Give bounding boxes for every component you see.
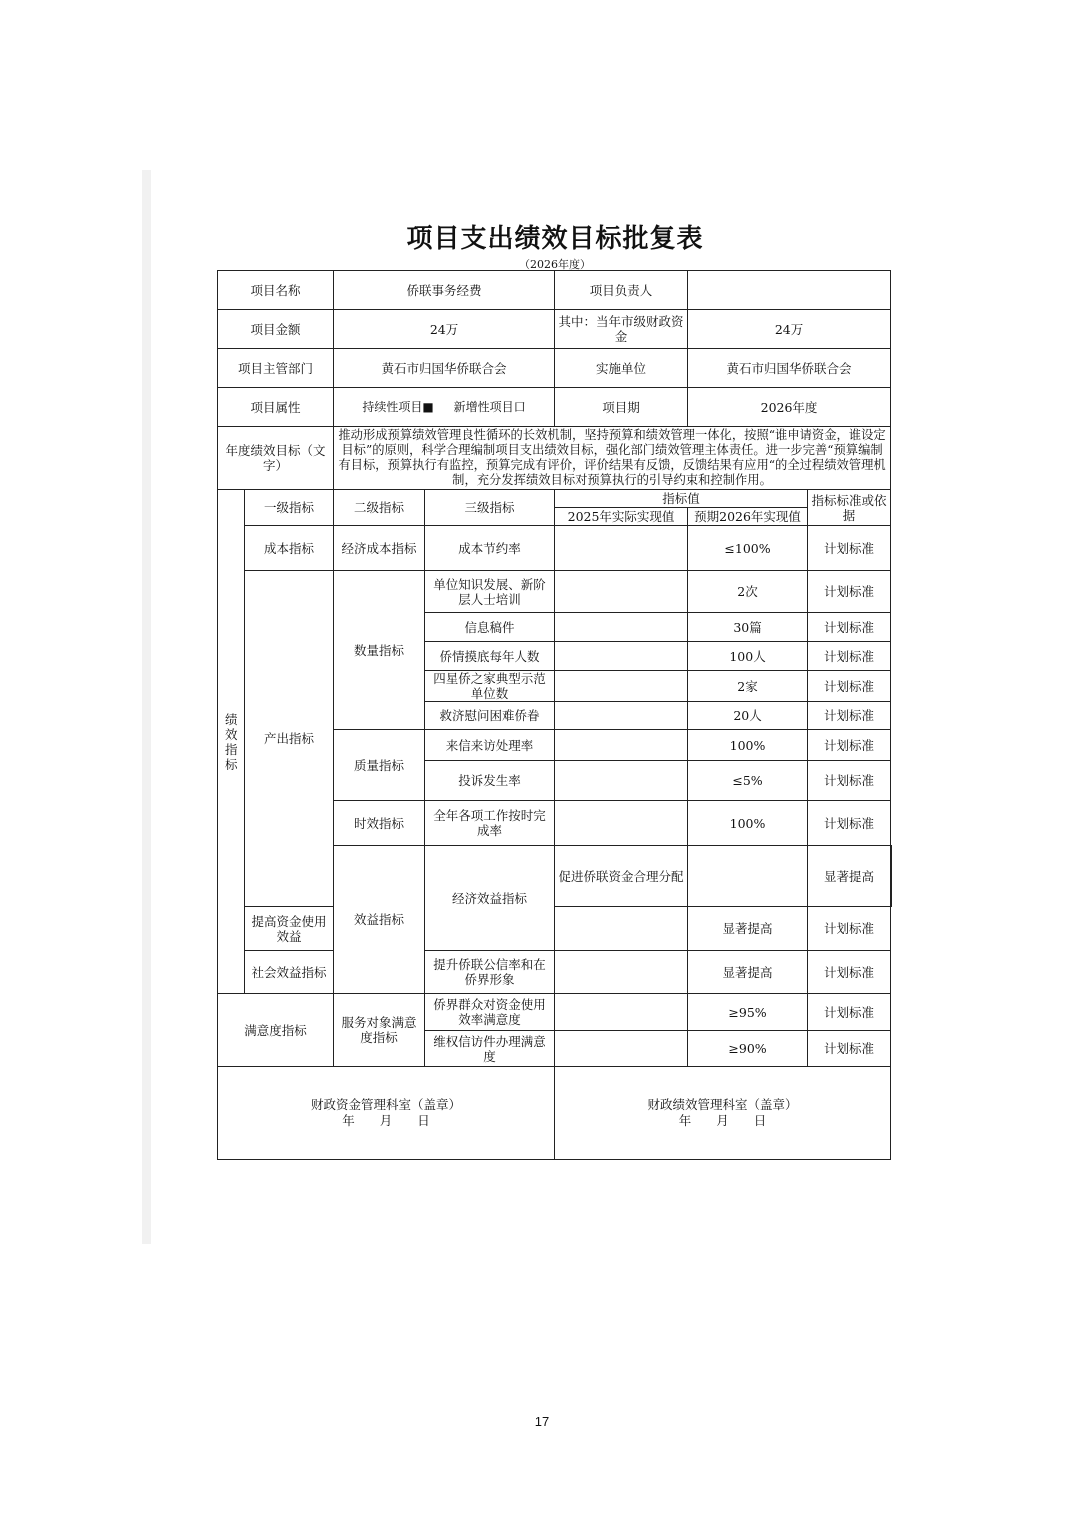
perf-office-cell bbox=[555, 1067, 891, 1160]
page-side-strip bbox=[142, 170, 151, 1244]
actual-value bbox=[555, 907, 688, 951]
indicator-name: 救济慰问困难侨眷 bbox=[425, 702, 555, 730]
expected-value: ≥95% bbox=[688, 994, 808, 1031]
project-name-label: 项目名称 bbox=[218, 271, 334, 310]
project-attr-value bbox=[334, 388, 555, 427]
header-expected-2026: 预期2026年实现值 bbox=[688, 508, 808, 526]
header-row-1 bbox=[218, 490, 892, 508]
expected-value: ≥90% bbox=[688, 1031, 808, 1067]
indicator-name: 投诉发生率 bbox=[425, 761, 555, 801]
header-level1: 一级指标 bbox=[245, 490, 334, 526]
indicator-name: 来信来访处理率 bbox=[425, 730, 555, 761]
actual-value bbox=[555, 702, 688, 730]
basis-value: 计划标准 bbox=[808, 994, 891, 1031]
info-row-attr bbox=[218, 388, 892, 427]
attr-continuing-option: 持续性项目■ bbox=[362, 400, 434, 414]
group-benefit: 效益指标 bbox=[334, 846, 425, 994]
indicator-name: 侨情摸底每年人数 bbox=[425, 642, 555, 671]
year-note: （2026年度） bbox=[519, 258, 591, 271]
table-row bbox=[218, 907, 892, 951]
fiscal-fund-value: 24万 bbox=[688, 310, 891, 349]
fund-office-date: 年 月 日 bbox=[342, 1113, 430, 1128]
group-satisfaction: 满意度指标 bbox=[218, 994, 334, 1067]
actual-value bbox=[555, 730, 688, 761]
supervising-dept-label: 项目主管部门 bbox=[218, 349, 334, 388]
expected-value: 显著提高 bbox=[688, 951, 808, 994]
expected-value: 2家 bbox=[688, 671, 808, 702]
expected-value: ≤5% bbox=[688, 761, 808, 801]
basis-value: 计划标准 bbox=[808, 730, 891, 761]
actual-value bbox=[555, 951, 688, 994]
table-row bbox=[218, 994, 892, 1031]
indicator-name: 单位知识发展、新阶层人士培训 bbox=[425, 571, 555, 613]
group-quality: 质量指标 bbox=[334, 730, 425, 801]
fiscal-fund-label: 其中：当年市级财政资金 bbox=[555, 310, 688, 349]
indicator-name: 提升侨联公信率和在侨界形象 bbox=[425, 951, 555, 994]
fund-office-cell bbox=[218, 1067, 555, 1160]
info-row-dept bbox=[218, 349, 892, 388]
group-economic-cost: 经济成本指标 bbox=[334, 526, 425, 571]
header-value-group: 指标值 bbox=[555, 490, 808, 508]
indicator-name: 全年各项工作按时完成率 bbox=[425, 801, 555, 846]
table-row bbox=[218, 951, 892, 994]
project-attr-label: 项目属性 bbox=[218, 388, 334, 427]
actual-value bbox=[555, 613, 688, 642]
supervising-dept-value: 黄石市归国华侨联合会 bbox=[334, 349, 555, 388]
page-title: 项目支出绩效目标批复表 bbox=[406, 224, 704, 254]
expected-value: 2次 bbox=[688, 571, 808, 613]
header-level2: 二级指标 bbox=[334, 490, 425, 526]
basis-value: 计划标准 bbox=[808, 951, 891, 994]
indicator-name: 侨界群众对资金使用效率满意度 bbox=[425, 994, 555, 1031]
basis-value: 计划标准 bbox=[808, 702, 891, 730]
indicator-name: 成本节约率 bbox=[425, 526, 555, 571]
group-quantity: 数量指标 bbox=[334, 571, 425, 730]
basis-value: 计划标准 bbox=[808, 613, 891, 642]
annual-goal-text: 推动形成预算绩效管理良性循环的长效机制，坚持预算和绩效管理一体化，按照“谁申请资金，谁设定目标”的原则，科学合理编制项目支出绩效目标，强化部门绩效管理主体责任。进一步完善“预算编制有目标，预算执行有监控，预算完成有评价，评价结果有反馈，反馈结果有应用“的全过程绩效管理机制，充分发挥绩效目标对预算执行的引导约束和控制作用。 bbox=[334, 427, 891, 490]
group-output: 产出指标 bbox=[245, 571, 334, 907]
actual-value bbox=[555, 571, 688, 613]
actual-value bbox=[555, 1031, 688, 1067]
implementing-unit-label: 实施单位 bbox=[555, 349, 688, 388]
basis-value: 计划标准 bbox=[808, 671, 891, 702]
group-service-satisfaction: 服务对象满意度指标 bbox=[334, 994, 425, 1067]
actual-value bbox=[555, 761, 688, 801]
expected-value: 20人 bbox=[688, 702, 808, 730]
expected-value: 30篇 bbox=[688, 613, 808, 642]
project-amount-label: 项目金额 bbox=[218, 310, 334, 349]
annual-goal-label: 年度绩效目标（文字） bbox=[218, 427, 334, 490]
actual-value bbox=[555, 671, 688, 702]
indicator-name: 四星侨之家典型示范单位数 bbox=[425, 671, 555, 702]
indicator-name: 维权信访件办理满意度 bbox=[425, 1031, 555, 1067]
basis-value: 计划标准 bbox=[808, 1031, 891, 1067]
perf-office-block bbox=[558, 1097, 887, 1129]
basis-value: 计划标准 bbox=[808, 571, 891, 613]
basis-value bbox=[891, 846, 892, 907]
basis-value: 计划标准 bbox=[808, 526, 891, 571]
basis-value: 计划标准 bbox=[808, 907, 891, 951]
actual-value bbox=[555, 801, 688, 846]
implementing-unit-value: 黄石市归国华侨联合会 bbox=[688, 349, 891, 388]
indicator-name: 提高资金使用效益 bbox=[245, 907, 334, 951]
info-row-amount bbox=[218, 310, 892, 349]
expected-value: 100% bbox=[688, 730, 808, 761]
expected-value: 100% bbox=[688, 801, 808, 846]
group-economic-benefit: 经济效益指标 bbox=[425, 846, 555, 951]
actual-value bbox=[555, 526, 688, 571]
header-actual-2025: 2025年实际实现值 bbox=[555, 508, 688, 526]
group-social-benefit: 社会效益指标 bbox=[245, 951, 334, 994]
table-row bbox=[218, 571, 892, 613]
indicator-name: 信息稿件 bbox=[425, 613, 555, 642]
project-amount-value: 24万 bbox=[334, 310, 555, 349]
header-level3: 三级指标 bbox=[425, 490, 555, 526]
fund-office-label: 财政资金管理科室（盖章） bbox=[311, 1097, 462, 1112]
fund-office-block bbox=[221, 1097, 551, 1129]
expected-value: 显著提高 bbox=[808, 846, 891, 907]
performance-target-table bbox=[217, 270, 892, 1160]
perf-office-date: 年 月 日 bbox=[678, 1113, 767, 1128]
header-basis: 指标标准或依据 bbox=[808, 490, 891, 526]
perf-vertical-label bbox=[218, 490, 245, 994]
info-row-goal bbox=[218, 427, 892, 490]
perf-vertical-text: 绩效指标 bbox=[225, 711, 238, 772]
project-owner-label: 项目负责人 bbox=[555, 271, 688, 310]
actual-value bbox=[688, 846, 808, 907]
project-period-value: 2026年度 bbox=[688, 388, 891, 427]
expected-value: 100人 bbox=[688, 642, 808, 671]
expected-value: 显著提高 bbox=[688, 907, 808, 951]
group-timeliness: 时效指标 bbox=[334, 801, 425, 846]
group-cost: 成本指标 bbox=[245, 526, 334, 571]
info-row-name bbox=[218, 271, 892, 310]
project-period-label: 项目期 bbox=[555, 388, 688, 427]
basis-value: 计划标准 bbox=[808, 642, 891, 671]
actual-value bbox=[555, 642, 688, 671]
perf-office-label: 财政绩效管理科室（盖章） bbox=[647, 1097, 798, 1112]
actual-value bbox=[555, 994, 688, 1031]
attr-new-option: 新增性项目口 bbox=[453, 400, 526, 414]
basis-value: 计划标准 bbox=[808, 801, 891, 846]
approval-row bbox=[218, 1067, 892, 1160]
basis-value: 计划标准 bbox=[808, 761, 891, 801]
page-number: 17 bbox=[534, 1414, 550, 1429]
table-row bbox=[218, 526, 892, 571]
expected-value: ≤100% bbox=[688, 526, 808, 571]
indicator-name: 促进侨联资金合理分配 bbox=[555, 846, 688, 907]
project-owner-value bbox=[688, 271, 891, 310]
project-name-value: 侨联事务经费 bbox=[334, 271, 555, 310]
